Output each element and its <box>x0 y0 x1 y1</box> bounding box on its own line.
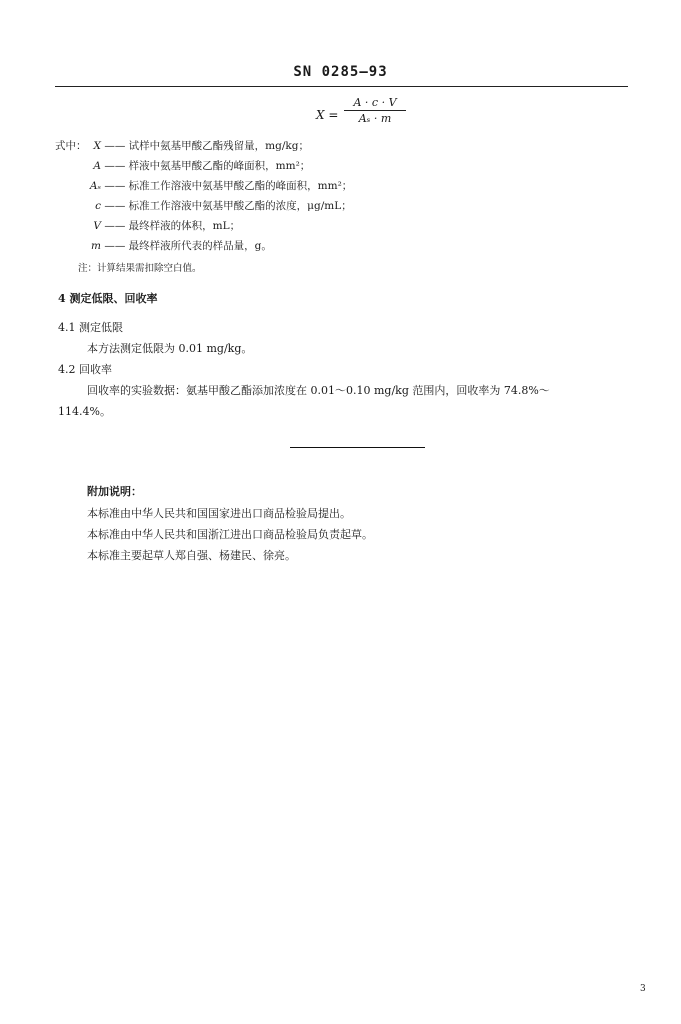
header-rule <box>55 86 628 87</box>
appendix-line: 本标准由中华人民共和国国家进出口商品检验局提出。 <box>87 507 351 520</box>
section-4-title: 4 测定低限、回收率 <box>58 292 158 305</box>
variable-line <box>87 178 352 193</box>
section-4-2-title: 4.2 回收率 <box>58 363 112 376</box>
page-number: 3 <box>640 984 646 994</box>
section-4-2-text-continued: 114.4%。 <box>58 405 111 418</box>
note: 注：计算结果需扣除空白值。 <box>78 263 202 274</box>
variable-symbol: Aₛ <box>89 180 101 192</box>
appendix-line: 本标准主要起草人郑自强、杨建民、徐亮。 <box>87 549 296 562</box>
end-rule <box>290 447 425 448</box>
variable-symbol: V <box>93 220 101 232</box>
variable-symbol: c <box>95 200 101 212</box>
variables-intro: 式中： <box>55 140 87 152</box>
variable-description: —— 样液中氨基甲酸乙酯的峰面积，mm²； <box>104 160 311 172</box>
formula-fraction <box>344 96 406 125</box>
fraction-bar <box>344 110 406 111</box>
variable-description: —— 标准工作溶液中氨基甲酸乙酯的峰面积，mm²； <box>104 180 353 192</box>
variable-line <box>87 138 309 153</box>
section-4-2-text: 回收率的实验数据：氨基甲酸乙酯添加浓度在 0.01～0.10 mg/kg 范围内，回收率为 74.8%～ <box>87 384 550 397</box>
variable-line <box>87 158 310 173</box>
variable-line <box>87 218 240 233</box>
section-4-1-text: 本方法测定低限为 0.01 mg/kg。 <box>87 342 253 355</box>
variable-symbol: m <box>91 240 101 252</box>
variable-description: —— 标准工作溶液中氨基甲酸乙酯的浓度，μg/mL； <box>104 200 352 212</box>
standard-code: SN 0285—93 <box>293 64 388 80</box>
formula-lhs: X = <box>316 108 339 122</box>
variable-description: —— 最终样液所代表的样品量，g。 <box>104 240 272 252</box>
variable-symbol: A <box>93 160 101 172</box>
appendix-title: 附加说明： <box>87 485 142 498</box>
formula-denominator: Aₛ · m <box>358 112 392 125</box>
formula-numerator: A · c · V <box>353 96 397 109</box>
variable-symbol: X <box>93 140 101 152</box>
variable-description: —— 试样中氨基甲酸乙酯残留量，mg/kg； <box>104 140 309 152</box>
variable-line <box>87 198 352 213</box>
appendix-line: 本标准由中华人民共和国浙江进出口商品检验局负责起草。 <box>87 528 373 541</box>
section-4-1-title: 4.1 测定低限 <box>58 321 123 334</box>
variable-line <box>87 238 272 253</box>
variable-description: —— 最终样液的体积，mL； <box>104 220 241 232</box>
